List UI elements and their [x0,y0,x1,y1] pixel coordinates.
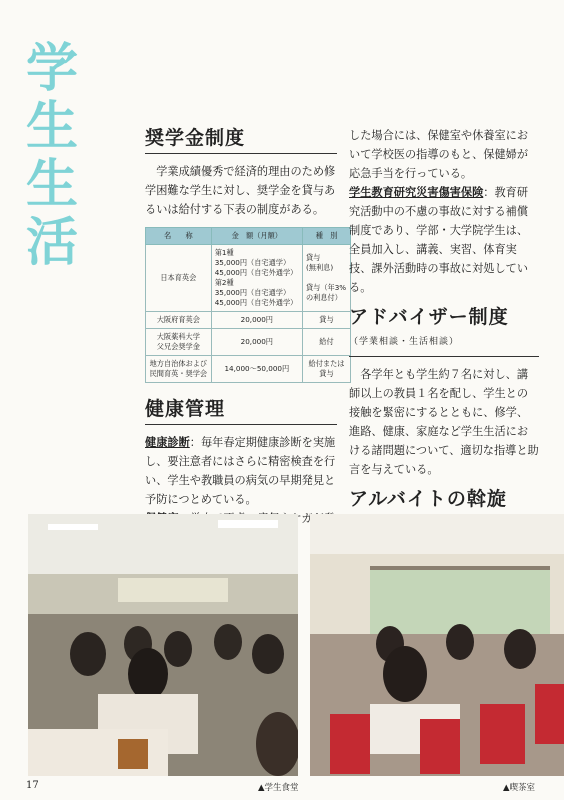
caption-tearoom: ▲喫茶室 [503,783,536,793]
health-heading: 健康管理 [145,397,337,425]
table-row [146,312,351,329]
side-title-char: 生 [25,97,78,157]
side-title [24,40,80,272]
table-cell: 貸与 [302,312,350,329]
scholarship-table [145,227,351,383]
side-title-char: 生 [25,155,78,215]
table-cell: 貸与 (無利息) 貸与（年3% の利息付） [302,245,350,312]
side-title-char: 活 [25,213,78,273]
caption-cafeteria: ▲学生食堂 [258,783,299,793]
table-row [146,329,351,356]
table-header: 金 額（月額） [211,228,302,245]
table-cell: 14,000〜50,000円 [211,356,302,383]
left-column [145,126,347,547]
parttime-heading: アルバイトの斡旋 [349,487,539,515]
scholarship-heading: 奨学金制度 [145,126,337,154]
table-cell: 20,000円 [211,312,302,329]
page-number: 17 [26,780,39,791]
table-row [146,356,351,383]
insurance-text: ：教育研究活動中の不慮の事故に対する補償制度であり、学部・大学院学生は、全員加入し、講義、実習、体育実技、課外活動時の事故に対処している。 [349,186,529,294]
insurance-para [349,183,539,297]
tearoom-photo [310,514,564,776]
table-cell: 給付 [302,329,350,356]
checkup-text: ：毎年春定期健康診断を実施し、要注意者にはさらに精密検査を行い、学生や教職員の病気の早期発見と予防につとめている。 [145,436,336,506]
health-checkup [145,433,337,509]
side-title-char: 学 [25,39,78,99]
table-cell: 第1種 35,000円（自宅通学） 45,000円（自宅外通学） 第2種 35,000円（自宅通学） 45,000円（自宅外通学） [211,245,302,312]
table-cell: 給付または 貸与 [302,356,350,383]
health-room-cont: した場合には、保健室や休養室において学校医の指導のもと、保健婦が応急手当を行っている。 [349,129,529,180]
table-header: 名 称 [146,228,212,245]
table-cell: 地方自治体および 民間育英・奨学会 [146,356,212,383]
table-cell: 大阪府育英会 [146,312,212,329]
table-cell: 日本育英会 [146,245,212,312]
scholarship-intro: 学業成績優秀で経済的理由のため修学困難な学生に対し、奨学金を貸与あるいは給付する下表の制度がある。 [145,165,336,216]
cafeteria-photo [28,514,298,776]
table-header: 種 別 [302,228,350,245]
table-row [146,245,351,312]
checkup-label: 健康診断 [145,435,190,449]
advisor-heading [349,305,539,357]
advisor-heading-small: （学業相談・生活相談） [349,336,460,347]
advisor-text: 各学年とも学生約７名に対し、講師以上の教員１名を配し、学生との接触を緊密にするとともに、修学、進路、健康、家庭など学生生活における諸問題について、適切な指導と助言を与えている。 [349,368,539,476]
table-cell: 大阪薬科大学 父兄会奨学金 [146,329,212,356]
advisor-heading-text: アドバイザー制度 [349,306,509,328]
table-cell: 20,000円 [211,329,302,356]
insurance-label: 学生教育研究災害傷害保険 [349,185,484,199]
